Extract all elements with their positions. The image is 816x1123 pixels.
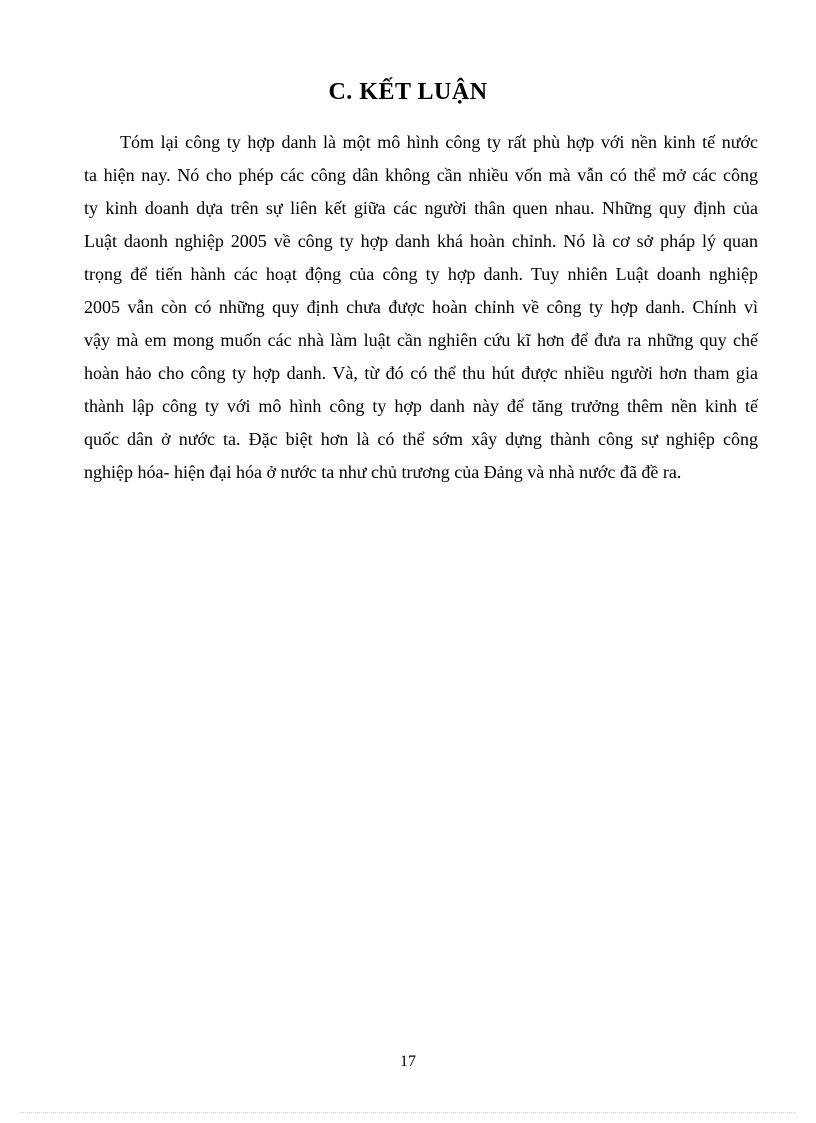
paragraph-line: hoàn hảo cho công ty hợp danh. Và, từ đó có thể thu hút được nhiều người hơn tham gia	[84, 363, 758, 383]
page-number: 17	[400, 1053, 416, 1070]
paragraph-line: 2005 vẫn còn có những quy định chưa được hoàn chỉnh về công ty hợp danh. Chính vì	[84, 297, 758, 317]
paragraph-line: Tóm lại công ty hợp danh là một mô hình công ty rất phù hợp với nền kinh tế nước	[120, 132, 758, 152]
paragraph-line: quốc dân ở nước ta. Đặc biệt hơn là có thể sớm xây dựng thành công sự nghiệp công	[84, 429, 758, 449]
paragraph-line: nghiệp hóa- hiện đại hóa ở nước ta như chủ trương của Đảng và nhà nước đã đề ra.	[84, 462, 682, 482]
conclusion-paragraph	[84, 126, 758, 489]
paragraph-line: thành lập công ty với mô hình công ty hợp danh này để tăng trưởng thêm nền kinh tế	[84, 396, 758, 416]
page-bottom-divider	[20, 1112, 796, 1113]
paragraph-line: trọng để tiến hành các hoạt động của công ty hợp danh. Tuy nhiên Luật doanh nghiệp	[84, 264, 758, 284]
paragraph-line: ta hiện nay. Nó cho phép các công dân không cần nhiều vốn mà vẫn có thể mở các công	[84, 165, 758, 185]
paragraph-line: ty kinh doanh dựa trên sự liên kết giữa các người thân quen nhau. Những quy định của	[84, 198, 758, 218]
paragraph-line: Luật daonh nghiệp 2005 về công ty hợp danh khá hoàn chỉnh. Nó là cơ sở pháp lý quan	[84, 231, 758, 251]
section-title: C. KẾT LUẬN	[328, 79, 488, 105]
paragraph-line: vậy mà em mong muốn các nhà làm luật cần nghiên cứu kĩ hơn để đưa ra những quy chế	[84, 330, 758, 350]
